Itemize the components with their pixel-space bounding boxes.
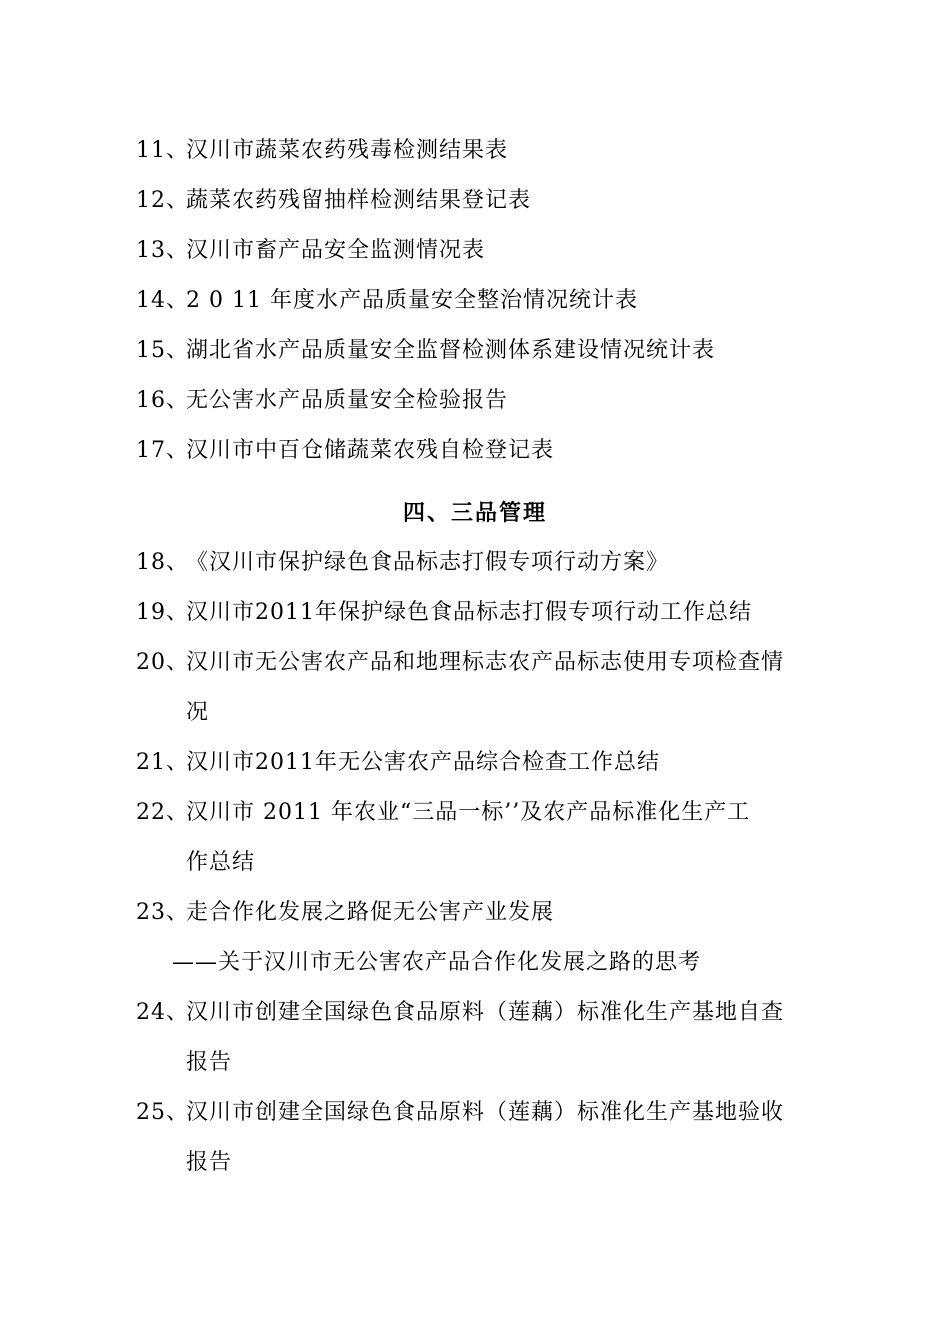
item-title-continuation: 报告 bbox=[186, 1050, 233, 1075]
item-title-continuation: 况 bbox=[186, 700, 210, 725]
section-heading: 四、三品管理 bbox=[402, 500, 547, 526]
list-item bbox=[136, 376, 826, 426]
list-item bbox=[136, 788, 826, 838]
item-number: 14、 bbox=[136, 288, 189, 313]
list-item bbox=[136, 326, 826, 376]
item-title-continuation: 报告 bbox=[186, 1150, 233, 1175]
item-number: 24、 bbox=[136, 1000, 189, 1025]
list-item bbox=[136, 588, 826, 638]
item-title: 无公害水产品质量安全检验报告 bbox=[186, 388, 509, 413]
item-title: 蔬菜农药残留抽样检测结果登记表 bbox=[186, 188, 532, 213]
item-title-continuation: 作总结 bbox=[186, 850, 256, 875]
item-title: 汉川市2011年无公害农产品综合检查工作总结 bbox=[186, 750, 660, 775]
item-title: 汉川市创建全国绿色食品原料（莲藕）标准化生产基地验收 bbox=[186, 1100, 785, 1125]
list-item bbox=[136, 638, 826, 688]
item-number: 15、 bbox=[136, 338, 189, 363]
item-title: 汉川市畜产品安全监测情况表 bbox=[186, 238, 486, 263]
item-number: 18、 bbox=[136, 550, 189, 575]
list-item bbox=[136, 1088, 826, 1138]
item-number: 17、 bbox=[136, 438, 189, 463]
item-number: 19、 bbox=[136, 600, 189, 625]
item-title: 汉川市无公害农产品和地理标志农产品标志使用专项检查情 bbox=[186, 650, 785, 675]
list-item bbox=[136, 126, 826, 176]
item-title: 2 0 11 年度水产品质量安全整治情况统计表 bbox=[186, 288, 638, 313]
item-number: 25、 bbox=[136, 1100, 189, 1125]
item-title: 湖北省水产品质量安全监督检测体系建设情况统计表 bbox=[186, 338, 716, 363]
list-item bbox=[136, 988, 826, 1038]
item-title: 汉川市中百仓储蔬菜农残自检登记表 bbox=[186, 438, 555, 463]
item-title: 汉川市 2011 年农业“三品一标’’及农产品标准化生产工 bbox=[186, 800, 751, 825]
item-number: 11、 bbox=[136, 138, 189, 163]
item-number: 22、 bbox=[136, 800, 189, 825]
item-number: 20、 bbox=[136, 650, 189, 675]
item-title: 汉川市蔬菜农药残毒检测结果表 bbox=[186, 138, 509, 163]
item-number: 13、 bbox=[136, 238, 189, 263]
item-number: 23、 bbox=[136, 900, 189, 925]
list-item bbox=[136, 276, 826, 326]
item-number: 21、 bbox=[136, 750, 189, 775]
item-title: 汉川市创建全国绿色食品原料（莲藕）标准化生产基地自查 bbox=[186, 1000, 785, 1025]
list-item bbox=[136, 538, 826, 588]
list-item bbox=[136, 426, 826, 476]
item-title: 汉川市2011年保护绿色食品标志打假专项行动工作总结 bbox=[186, 600, 752, 625]
item-subtitle: ——关于汉川市无公害农产品合作化发展之路的思考 bbox=[172, 950, 702, 975]
list-item bbox=[136, 176, 826, 226]
item-title: 《汉川市保护绿色食品标志打假专项行动方案》 bbox=[186, 550, 670, 575]
item-number: 12、 bbox=[136, 188, 189, 213]
list-item bbox=[136, 888, 826, 938]
list-item bbox=[136, 226, 826, 276]
item-number: 16、 bbox=[136, 388, 189, 413]
item-title: 走合作化发展之路促无公害产业发展 bbox=[186, 900, 555, 925]
list-item bbox=[136, 738, 826, 788]
